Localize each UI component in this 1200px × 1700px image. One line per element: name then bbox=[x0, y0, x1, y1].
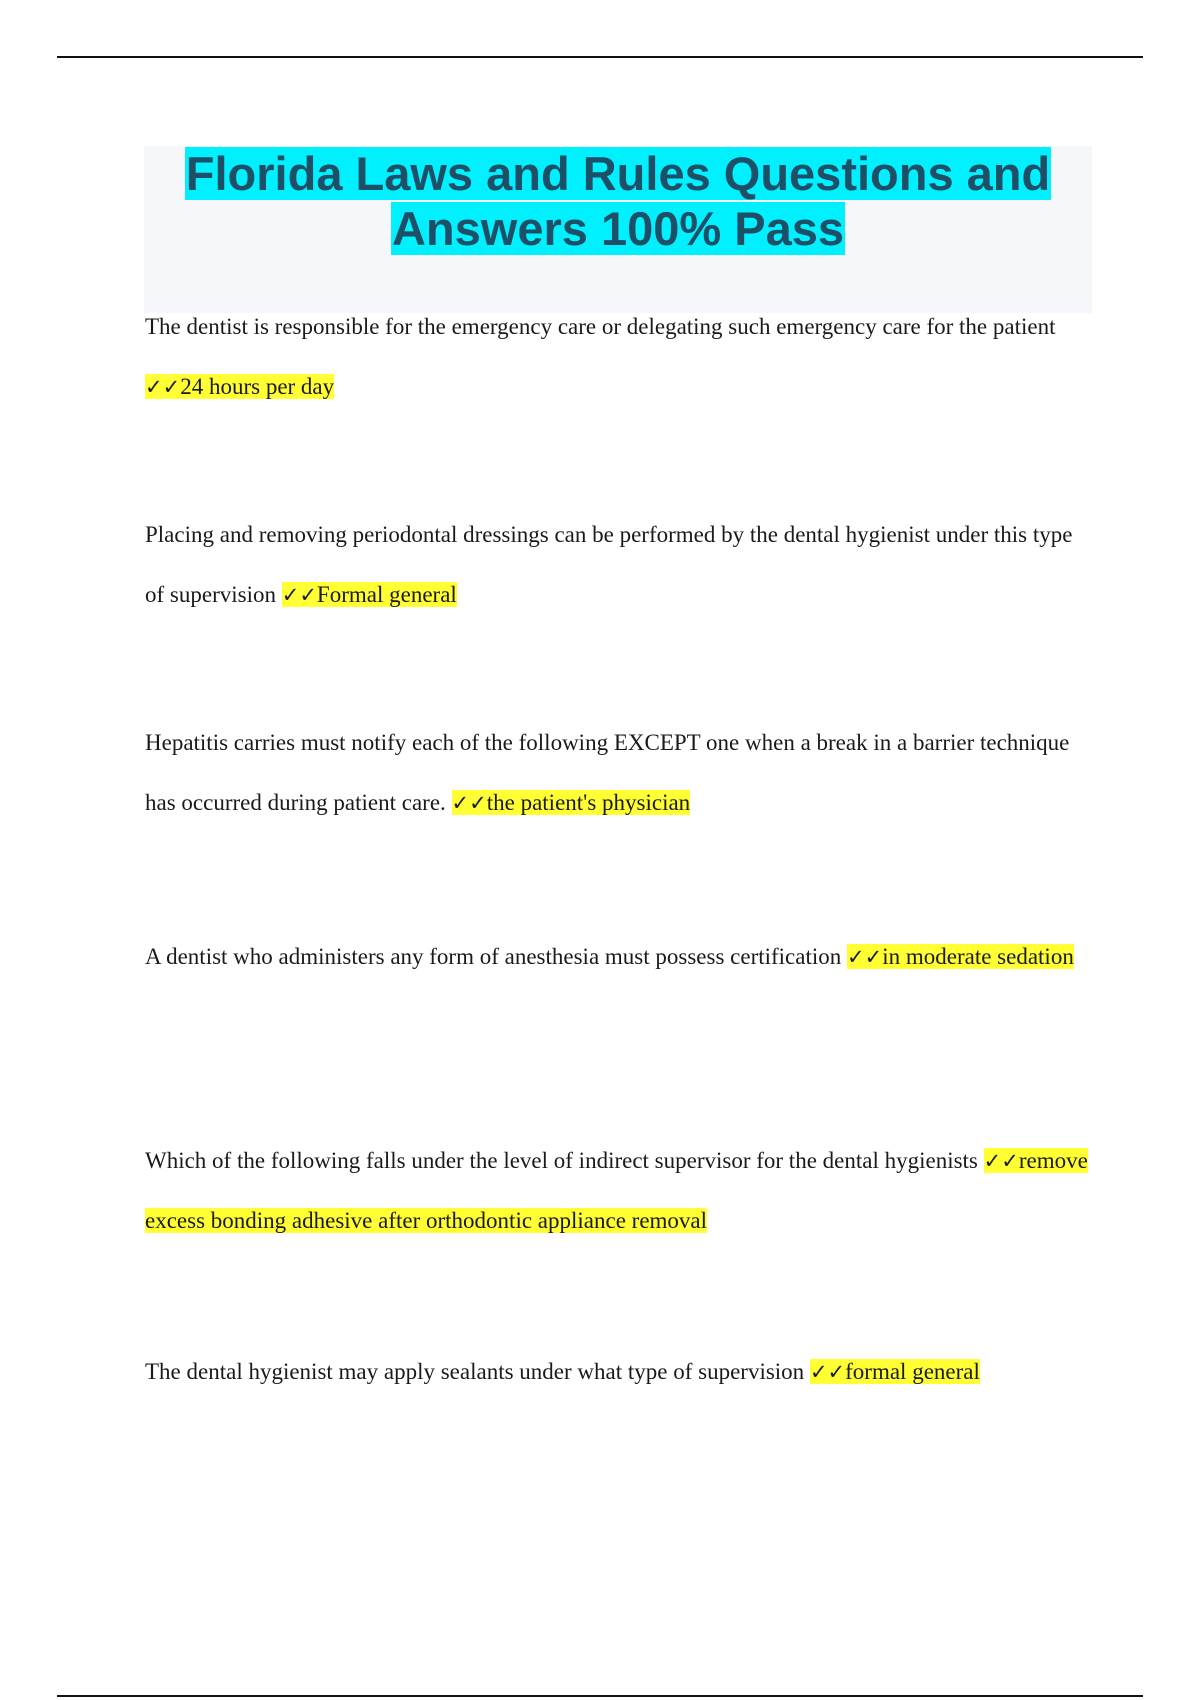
answer-highlight bbox=[810, 1359, 980, 1384]
title-block bbox=[144, 146, 1092, 313]
check-mark-icon: ✓✓ bbox=[451, 791, 487, 815]
answer-highlight bbox=[145, 374, 334, 399]
qa-item bbox=[145, 505, 1095, 625]
title-line-1: Florida Laws and Rules Questions and bbox=[185, 147, 1051, 200]
qa-item bbox=[145, 713, 1095, 833]
check-mark-icon: ✓✓ bbox=[281, 583, 317, 607]
header-rule bbox=[57, 56, 1143, 58]
document-title bbox=[144, 146, 1092, 256]
answer-highlight bbox=[282, 582, 457, 607]
answer-highlight bbox=[452, 790, 691, 815]
check-mark-icon: ✓✓ bbox=[809, 1360, 846, 1384]
qa-item bbox=[145, 297, 1095, 417]
answer-text: the patient's physician bbox=[486, 790, 691, 815]
answer-text: Formal general bbox=[316, 582, 457, 607]
answer-text: in moderate sedation bbox=[882, 944, 1074, 969]
question-text: Hepatitis carries must notify each of the following EXCEPT one when a break in a barrier technique has occurred during patient care. bbox=[145, 730, 1070, 815]
question-text: Placing and removing periodontal dressings can be performed by the dental hygienist under this type of supervision bbox=[145, 522, 1073, 607]
qa-item bbox=[145, 1342, 1095, 1402]
question-text: The dental hygienist may apply sealants under what type of supervision bbox=[145, 1359, 805, 1384]
footer-rule bbox=[57, 1695, 1143, 1697]
answer-highlight bbox=[847, 944, 1074, 969]
check-mark-icon: ✓✓ bbox=[145, 375, 181, 399]
question-text: The dentist is responsible for the emergency care or delegating such emergency care for the patient bbox=[145, 314, 1056, 339]
answer-text: remove excess bonding adhesive after orthodontic appliance removal bbox=[145, 1148, 1088, 1233]
title-line-2: Answers 100% Pass bbox=[391, 202, 844, 255]
qa-item bbox=[145, 927, 1095, 987]
answer-text: formal general bbox=[845, 1359, 980, 1384]
question-text: A dentist who administers any form of anesthesia must possess certification bbox=[145, 944, 842, 969]
qa-item bbox=[145, 1131, 1095, 1251]
check-mark-icon: ✓✓ bbox=[983, 1149, 1019, 1173]
question-text: Which of the following falls under the level of indirect supervisor for the dental hygienists bbox=[145, 1148, 978, 1173]
check-mark-icon: ✓✓ bbox=[847, 945, 883, 969]
answer-text: 24 hours per day bbox=[180, 374, 335, 399]
